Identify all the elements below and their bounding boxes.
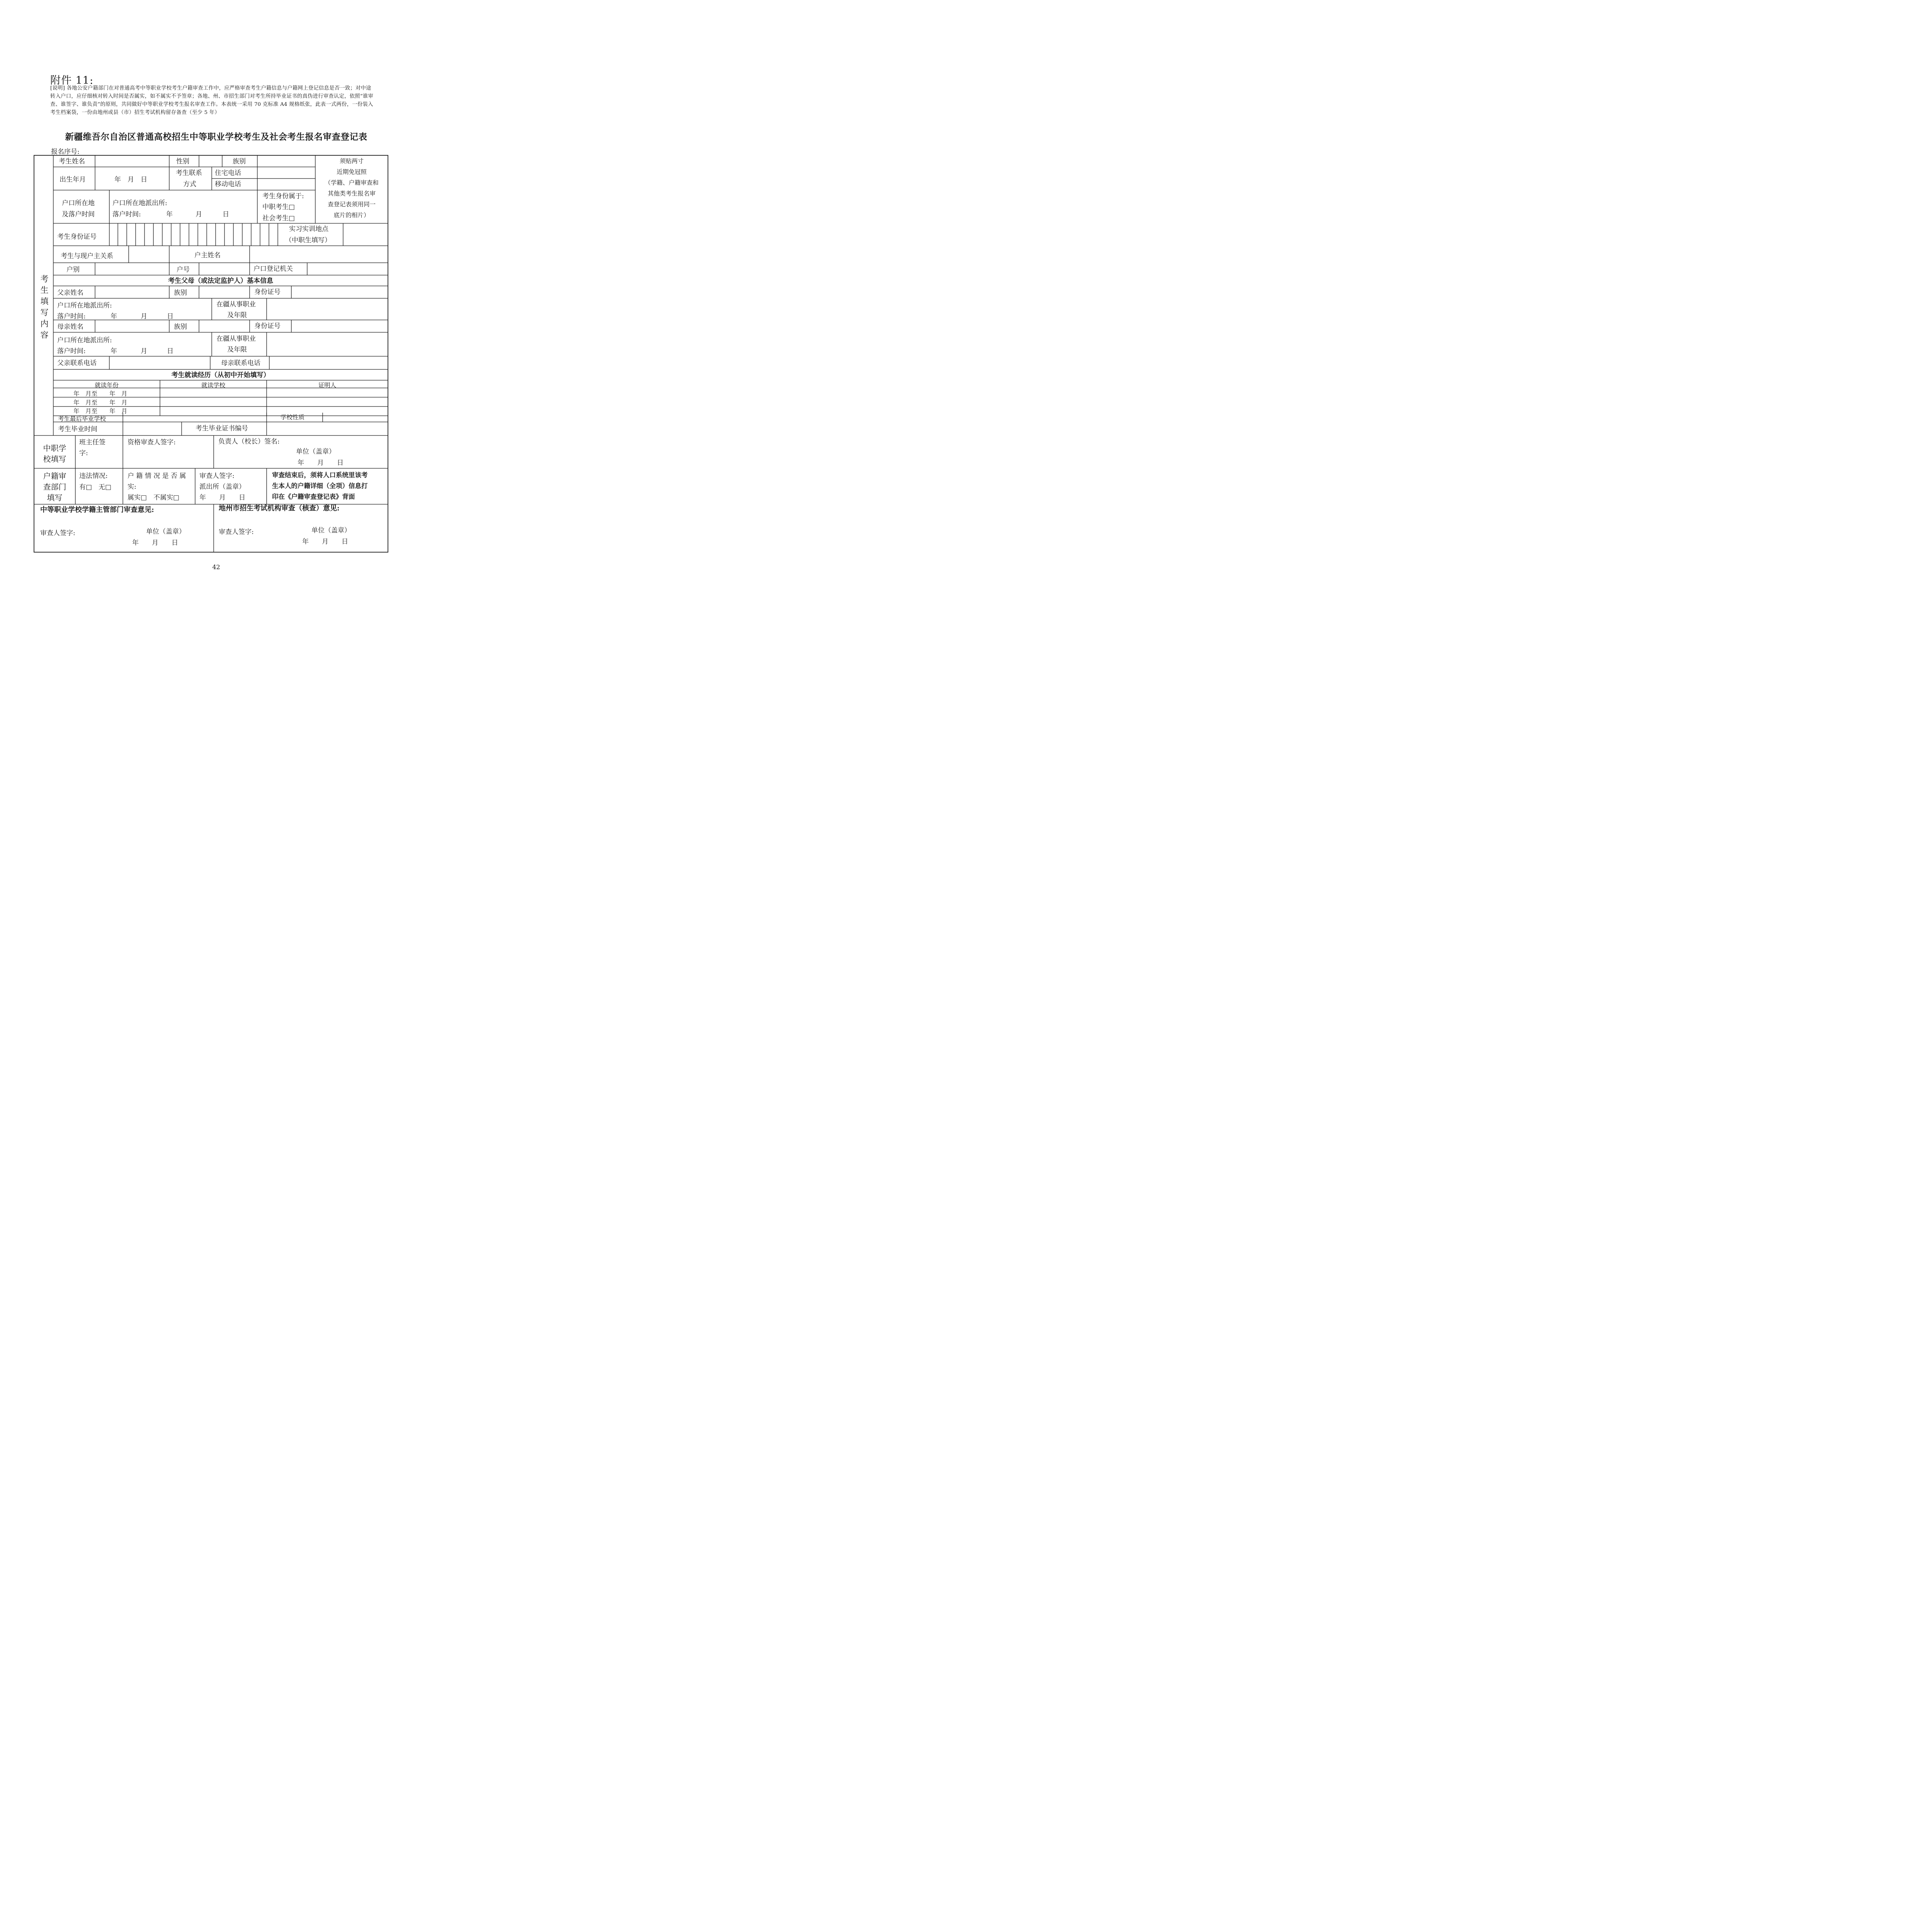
label-internship-location: 实习实训地点 [289, 225, 328, 233]
field-id-number[interactable] [110, 224, 277, 245]
label-hukou-location: 户口所在地 [62, 199, 95, 207]
education-col-years: 就读年份 [94, 382, 119, 389]
photo-note-line: （学籍、户籍审查和 [325, 179, 379, 186]
education-section-header: 考生就读经历（从初中开始填写） [171, 371, 270, 379]
field-householder-name[interactable] [250, 246, 388, 262]
label-mother-id: 身份证号 [254, 322, 281, 330]
label-mother-phone: 母亲联系电话 [221, 359, 260, 367]
checkbox-hukou-truthfulness[interactable]: 属实□ 不属实□ [128, 494, 180, 502]
field-relation-to-householder[interactable] [129, 246, 169, 262]
police-date: 年 月 日 [199, 494, 245, 502]
serial-number-label: 报名序号: [51, 148, 80, 156]
field-father-ethnicity[interactable] [199, 286, 249, 298]
label-hukou-office: 户口登记机关 [253, 265, 293, 273]
label-mother-ethnicity: 族别 [174, 323, 187, 331]
label-father-id: 身份证号 [254, 288, 281, 296]
label-hukou-truthfulness: 户 籍 情 况 是 否 属 [128, 472, 186, 480]
settle-year: 年 [166, 211, 173, 218]
father-settle-month: 月 [141, 313, 147, 320]
label-relation-to-householder: 考生与现户主关系 [61, 252, 113, 260]
label-internship-location-note: （中职生填写） [285, 236, 331, 244]
field-school-type[interactable] [323, 413, 388, 422]
label-contact-method-2: 方式 [183, 180, 196, 188]
label-principal-signature[interactable]: 负责人（校长）签名: [218, 438, 280, 446]
label-ethnicity: 族别 [233, 158, 246, 165]
education-row-years[interactable]: 年 月至 年 月 [73, 399, 128, 406]
label-hukou-truthfulness-2: 实: [128, 483, 136, 491]
label-police-checker-signature[interactable]: 审查人签字: [199, 472, 235, 480]
left-review-unit-stamp: 单位（盖章） [146, 528, 185, 536]
field-mother-ethnicity[interactable] [199, 320, 249, 332]
label-mother-job-years: 及年限 [227, 346, 247, 354]
field-hukou-type[interactable] [95, 263, 169, 275]
vocational-date: 年 月 日 [298, 459, 344, 467]
field-birth-date[interactable]: 年 月 日 [114, 176, 147, 184]
field-father-phone[interactable] [110, 357, 210, 369]
field-father-job[interactable] [267, 299, 388, 320]
checkbox-vocational-candidate[interactable]: 中职考生□ [262, 203, 295, 211]
vocational-unit-stamp: 单位（盖章） [296, 448, 335, 456]
field-graduation-time[interactable] [123, 422, 181, 435]
field-mother-police-station[interactable]: 户口所在地派出所: [57, 337, 112, 344]
police-section-label: 户籍审 [43, 471, 66, 481]
side-label-candidate-section: 考生填写内容 [40, 274, 49, 340]
label-hukou-number: 户号 [177, 266, 190, 274]
field-father-name[interactable] [95, 286, 169, 298]
photo-note-line: 底片的相片） [333, 212, 370, 219]
label-school-type: 学校性质 [281, 414, 305, 421]
field-father-settle-time[interactable]: 落户时间: [57, 313, 86, 320]
photo-area [315, 155, 388, 223]
label-father-job: 在疆从事职业 [216, 301, 256, 308]
field-mother-name[interactable] [95, 320, 169, 332]
vocational-section-label: 中职学 [43, 444, 66, 453]
settle-month: 月 [196, 211, 202, 218]
label-qualification-checker-signature[interactable]: 资格审查人签字: [128, 439, 176, 446]
page-number: 42 [212, 563, 220, 571]
police-section-label-2: 查部门 [43, 482, 66, 492]
settle-day: 日 [223, 211, 229, 218]
field-settle-time[interactable]: 落户时间: [112, 211, 141, 218]
exam-authority-review-title: 地州市招生考试机构审查（核查）意见: [219, 504, 340, 512]
label-mobile-phone: 移动电话 [215, 180, 241, 188]
label-class-teacher-signature[interactable]: 班主任签 [79, 439, 105, 446]
field-mother-settle-time[interactable]: 落户时间: [57, 347, 86, 355]
father-settle-year: 年 [111, 313, 117, 320]
form-title: 新疆维吾尔自治区普通高校招生中等职业学校考生及社会考生报名审查登记表 [65, 132, 367, 142]
label-mother-name: 母亲姓名 [57, 323, 83, 331]
education-col-school: 就读学校 [201, 382, 225, 389]
label-father-ethnicity: 族别 [174, 289, 187, 297]
field-father-id[interactable] [292, 286, 388, 298]
label-father-name: 父亲姓名 [57, 289, 83, 297]
education-row-years[interactable]: 年 月至 年 月 [73, 390, 128, 397]
police-section-label-3: 填写 [47, 493, 63, 502]
label-householder-name: 户主姓名 [194, 252, 221, 259]
field-home-phone[interactable] [258, 167, 315, 178]
field-ethnicity[interactable] [258, 156, 315, 167]
photo-note-line: 其他类考生报名审 [327, 190, 376, 197]
checkbox-social-candidate[interactable]: 社会考生□ [262, 214, 295, 222]
field-last-school[interactable] [123, 416, 266, 422]
label-home-phone: 住宅电话 [215, 169, 241, 177]
field-father-police-station[interactable]: 户口所在地派出所: [57, 302, 112, 310]
vocational-section-label-2: 校填写 [43, 454, 66, 464]
label-violation-status: 违法情况: [79, 472, 108, 480]
field-mother-phone[interactable] [270, 357, 388, 369]
parents-section-header: 考生父母（或法定监护人）基本信息 [168, 277, 273, 285]
field-hukou-police-station[interactable]: 户口所在地派出所: [112, 199, 167, 207]
field-hukou-office[interactable] [308, 263, 388, 275]
vocational-authority-review-title: 中等职业学校学籍主管部门审查意见: [40, 506, 154, 514]
field-mother-id[interactable] [292, 320, 388, 332]
field-hukou-number[interactable] [199, 263, 249, 275]
right-review-unit-stamp: 单位（盖章） [311, 527, 351, 534]
mother-settle-month: 月 [141, 347, 147, 355]
label-certificate-number: 考生毕业证书编号 [196, 425, 248, 432]
label-contact-method: 考生联系 [176, 169, 202, 177]
mother-settle-day: 日 [167, 347, 173, 355]
police-remark-line: 印在《户籍审查登记表》背面 [272, 493, 355, 500]
label-hukou-location-2: 及落户时间 [62, 211, 95, 218]
label-class-teacher-signature-2: 字: [79, 449, 88, 457]
attachment-label: 附件 11: [50, 75, 94, 87]
field-candidate-name[interactable] [95, 156, 169, 167]
field-mother-job[interactable] [267, 333, 388, 356]
label-right-review-checker[interactable]: 审查人签字: [219, 528, 254, 536]
label-left-review-checker[interactable]: 审查人签字: [40, 529, 75, 537]
label-last-school: 考生最后毕业学校 [58, 415, 106, 422]
field-internship-location[interactable] [344, 224, 388, 245]
label-father-phone: 父亲联系电话 [57, 359, 97, 367]
label-id-number: 考生身份证号 [57, 233, 97, 241]
label-graduation-time: 考生毕业时间 [58, 425, 97, 433]
right-review-date: 年 月 日 [302, 538, 348, 546]
left-review-date: 年 月 日 [132, 539, 178, 547]
photo-note-line: 查登记表须用同一 [327, 201, 376, 208]
police-station-stamp: 派出所（盖章） [199, 483, 245, 491]
photo-note-line: 须贴两寸 [339, 158, 364, 165]
field-education-school[interactable] [160, 388, 266, 415]
label-candidate-identity: 考生身份属于: [262, 192, 304, 200]
label-mother-job: 在疆从事职业 [216, 335, 256, 343]
label-gender: 性别 [176, 158, 189, 165]
police-remark-line: 生本人的户籍详细（全项）信息打 [272, 482, 368, 490]
instructions-note: [说明] 各地公安户籍部门在对普通高考中等职业学校考生户籍审查工作中，应严格审查考生户籍信息与户籍网上登记信息是否一致；对中途转入户口，应仔细核对转入时间是否属实，如不属实不予签章；各地、州、市招生部门对考生所持毕业证书的真伪进行审查认定，依照“谁审查、谁签字、谁负责”的原则，共同做好中等职业学校考生报名审查工作。本表统一采用 70 克标准 A4 规格纸张，此表一式两份，一份装入考生档案袋，一份由地州或县（市）招生考试机构留存备查（至少 5 年） [50, 85, 374, 116]
field-mobile-phone[interactable] [258, 179, 315, 190]
photo-note-line: 近期免冠照 [337, 168, 367, 175]
checkbox-violation[interactable]: 有□ 无□ [79, 483, 112, 491]
field-certificate-number[interactable] [267, 422, 388, 435]
label-candidate-name: 考生姓名 [59, 158, 85, 165]
field-education-witness[interactable] [267, 388, 388, 415]
police-remark-line: 审查结束后，须将人口系统里该考 [272, 471, 368, 479]
father-settle-day: 日 [167, 313, 173, 320]
education-col-witness: 证明人 [318, 382, 337, 389]
label-birth-date: 出生年月 [60, 176, 86, 184]
mother-settle-year: 年 [111, 347, 117, 355]
education-row-years[interactable]: 年 月至 年 月 [73, 408, 128, 415]
label-hukou-type: 户别 [66, 266, 80, 274]
label-father-job-years: 及年限 [227, 311, 247, 319]
field-gender[interactable] [199, 156, 222, 167]
